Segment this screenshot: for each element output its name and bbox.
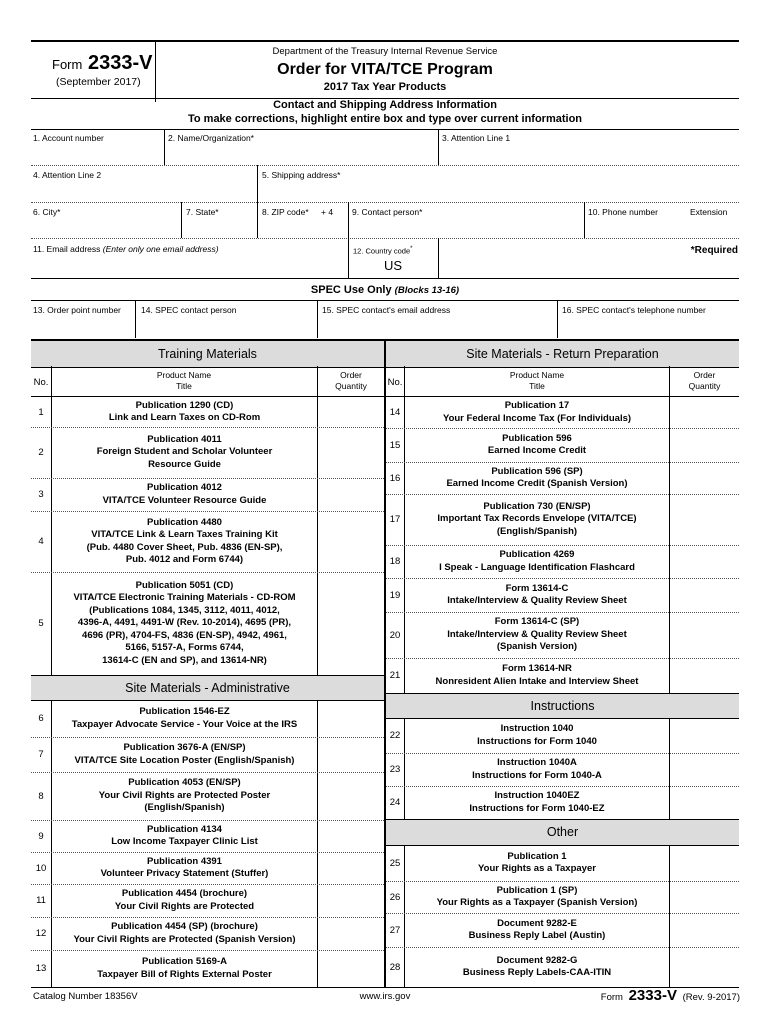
item-number: 16 — [389, 472, 401, 484]
country-code-star: * — [410, 245, 413, 252]
order-quantity-input[interactable] — [670, 397, 739, 428]
item-title: Publication 1290 (CD) Link and Learn Taxes on CD-Rom — [108, 399, 261, 423]
col-order: Order — [340, 370, 362, 380]
section-site-return-preparation: Site Materials - Return Preparation — [386, 340, 739, 368]
col-line — [51, 366, 52, 675]
contact-person-field[interactable]: 9. Contact person* — [352, 207, 423, 217]
order-quantity-input[interactable] — [670, 947, 739, 987]
rule — [31, 165, 739, 166]
item-title: Publication 4269 I Speak - Language Identification Flashcard — [439, 549, 635, 573]
item-title: Publication 1 (SP) Your Rights as a Taxpayer (Spanish Version) — [436, 884, 638, 908]
col-product-left — [52, 370, 316, 392]
section-other: Other — [386, 819, 739, 846]
item-number: 18 — [389, 556, 401, 567]
item-number: 19 — [389, 589, 401, 601]
divider — [257, 165, 258, 202]
rule — [31, 238, 739, 239]
col-title: Title — [176, 381, 192, 391]
page-subtitle: 2017 Tax Year Products — [323, 81, 447, 93]
item-number: 14 — [389, 407, 401, 418]
zip-code-field[interactable]: 8. ZIP code* — [262, 207, 309, 217]
order-quantity-input[interactable] — [318, 852, 384, 884]
col-product-name: Product Name — [509, 370, 565, 380]
order-quantity-input[interactable] — [670, 612, 739, 658]
footer-rev: (Rev. 9-2017) — [682, 992, 740, 1003]
form-word: Form — [52, 57, 83, 72]
order-quantity-input[interactable] — [318, 772, 384, 820]
col-line — [404, 718, 405, 819]
divider — [348, 238, 349, 278]
order-quantity-input[interactable] — [318, 917, 384, 950]
item-number: 4 — [38, 536, 44, 547]
name-organization-field[interactable]: 2. Name/Organization* — [168, 133, 254, 143]
item-title: Publication 5051 (CD) VITA/TCE Electronic Training Materials - CD-ROM (Publications 1084, 1345, 3112, 4011, 4012, 4396-A, 4491, 4491-W (Rev. 10-2014), 4695 (PR), 4696 (PR), 4704-FS, 4836 (EN-SP), 4942, 4961, 5166, 5157-A, Forms 6744, 13614-C (EN and SP), and 13614-NR) — [73, 579, 296, 666]
order-quantity-input[interactable] — [670, 462, 739, 494]
item-number: 22 — [389, 730, 401, 741]
item-title: Publication 596 Earned Income Credit — [487, 432, 587, 456]
item-title: Instruction 1040 Instructions for Form 1040 — [477, 723, 597, 747]
city-field[interactable]: 6. City* — [33, 207, 61, 217]
item-title: Publication 4012 VITA/TCE Volunteer Resource Guide — [102, 482, 267, 506]
order-quantity-input[interactable] — [670, 494, 739, 545]
divider — [257, 202, 258, 238]
section-training-materials: Training Materials — [31, 340, 384, 368]
col-quantity: Quantity — [688, 381, 721, 391]
item-number: 1 — [38, 406, 44, 418]
order-quantity-input[interactable] — [670, 913, 739, 947]
section-instructions: Instructions — [386, 693, 739, 719]
order-quantity-input[interactable] — [670, 881, 739, 913]
item-title: Instruction 1040EZ Instructions for Form 1040-EZ — [469, 790, 605, 814]
form-number: 2333-V — [87, 52, 153, 74]
item-number: 12 — [35, 928, 47, 939]
order-quantity-input[interactable] — [670, 428, 739, 462]
spec-title-note: (Blocks 13-16) — [394, 285, 460, 296]
col-title: Title — [529, 381, 545, 391]
spec-contact-phone-field[interactable]: 16. SPEC contact's telephone number — [562, 305, 706, 315]
order-quantity-input[interactable] — [670, 545, 739, 578]
col-order-left — [318, 370, 384, 392]
footer-form-number: 2333-V — [628, 987, 677, 1004]
col-line — [404, 366, 405, 693]
contact-instruction: To make corrections, highlight entire box and type over current information — [187, 113, 583, 125]
order-quantity-input[interactable] — [670, 845, 739, 881]
col-product-name: Product Name — [156, 370, 212, 380]
rule — [31, 300, 739, 301]
order-quantity-input[interactable] — [318, 884, 384, 917]
divider — [584, 202, 585, 238]
item-number: 5 — [38, 618, 44, 629]
zip-plus4-field[interactable]: + 4 — [321, 207, 334, 217]
item-title: Publication 596 (SP) Earned Income Credit (Spanish Version) — [446, 465, 628, 489]
required-note: *Required — [690, 245, 738, 256]
email-field[interactable] — [33, 244, 219, 254]
spec-title — [31, 284, 739, 296]
item-title: Publication 3676-A (EN/SP) VITA/TCE Site Location Poster (English/Spanish) — [74, 742, 295, 766]
order-quantity-input[interactable] — [670, 718, 739, 753]
rule — [31, 202, 739, 203]
item-title: Form 13614-C (SP) Intake/Interview & Quality Review Sheet (Spanish Version) — [447, 616, 627, 653]
section-site-administrative: Site Materials - Administrative — [31, 675, 384, 701]
item-title: Publication 4454 (brochure) Your Civil Rights are Protected — [114, 888, 255, 912]
item-title: Publication 4454 (SP) (brochure) Your Civil Rights are Protected (Spanish Version) — [73, 921, 296, 945]
col-no-right: No. — [387, 376, 403, 388]
item-title: Document 9282-G Business Reply Labels-CAA-ITIN — [462, 954, 612, 978]
item-number: 17 — [389, 514, 401, 525]
order-quantity-input[interactable] — [670, 786, 739, 819]
item-title: Publication 4011 Foreign Student and Scholar Volunteer Resource Guide — [96, 433, 273, 470]
col-order-right — [670, 370, 739, 392]
item-title: Form 13614-C Intake/Interview & Quality Review Sheet — [447, 582, 627, 606]
rule — [31, 278, 739, 279]
order-quantity-input[interactable] — [670, 753, 739, 786]
item-title: Publication 4053 (EN/SP) Your Civil Rights are Protected Poster (English/Spanish) — [98, 777, 271, 814]
country-code-value[interactable]: US — [384, 258, 403, 273]
divider — [557, 300, 558, 338]
item-number: 3 — [38, 489, 44, 500]
order-quantity-input[interactable] — [318, 427, 384, 478]
country-code-field[interactable] — [353, 245, 413, 256]
item-number: 20 — [389, 629, 401, 641]
item-title: Publication 4391 Volunteer Privacy Statement (Stuffer) — [100, 855, 269, 879]
divider — [438, 238, 439, 278]
item-title: Form 13614-NR Nonresident Alien Intake and Interview Sheet — [435, 663, 639, 687]
col-quantity: Quantity — [335, 381, 367, 391]
item-number: 6 — [38, 713, 44, 724]
divider — [181, 202, 182, 238]
item-number: 24 — [389, 797, 401, 808]
divider — [348, 202, 349, 238]
item-title: Publication 4480 VITA/TCE Link & Learn Taxes Training Kit (Pub. 4480 Cover Sheet, Pub. 4836 (EN-SP), Pub. 4012 and Form 6744) — [86, 516, 283, 565]
item-number: 10 — [35, 862, 47, 874]
divider — [317, 300, 318, 338]
spec-contact-email-field[interactable]: 15. SPEC contact's email address — [322, 305, 451, 315]
order-quantity-input[interactable] — [318, 820, 384, 852]
item-number: 13 — [35, 963, 47, 974]
item-number: 26 — [389, 891, 401, 903]
item-number: 7 — [38, 749, 44, 760]
extension-field[interactable]: Extension — [690, 207, 728, 217]
spec-contact-person-field[interactable]: 14. SPEC contact person — [141, 305, 237, 315]
shipping-address-field[interactable]: 5. Shipping address* — [262, 170, 341, 180]
page-title: Order for VITA/TCE Program — [277, 61, 493, 78]
item-number: 15 — [389, 439, 401, 451]
website-link[interactable]: www.irs.gov — [359, 991, 411, 1002]
item-number: 8 — [38, 790, 44, 802]
divider — [438, 129, 439, 165]
item-title: Document 9282-E Business Reply Label (Austin) — [468, 917, 606, 941]
order-point-number-field[interactable]: 13. Order point number — [33, 305, 121, 315]
catalog-number: Catalog Number 18356V — [33, 991, 138, 1002]
item-number: 23 — [389, 764, 401, 775]
footer-form-word: Form — [600, 992, 623, 1003]
col-product-right — [405, 370, 669, 392]
order-quantity-input[interactable] — [670, 578, 739, 612]
col-line — [404, 845, 405, 987]
order-quantity-input[interactable] — [318, 950, 384, 987]
item-title: Publication 1 Your Rights as a Taxpayer — [478, 850, 596, 874]
item-title: Publication 5169-A Taxpayer Bill of Rights External Poster — [97, 956, 272, 980]
item-title: Publication 17 Your Federal Income Tax (For Individuals) — [442, 400, 632, 424]
item-title: Publication 1546-EZ Taxpayer Advocate Service - Your Voice at the IRS — [71, 706, 298, 730]
department: Department of the Treasury Internal Revenue Service — [272, 46, 498, 57]
item-title: Publication 4134 Low Income Taxpayer Clinic List — [111, 823, 258, 847]
order-quantity-input[interactable] — [318, 737, 384, 772]
order-quantity-input[interactable] — [318, 572, 384, 675]
email-note: (Enter only one email address) — [102, 244, 219, 254]
item-number: 27 — [389, 924, 401, 936]
top-rule — [31, 40, 739, 42]
order-quantity-input[interactable] — [318, 478, 384, 511]
col-no-left: No. — [33, 376, 49, 388]
form-date: (September 2017) — [56, 76, 141, 88]
item-number: 9 — [38, 830, 44, 842]
item-number: 21 — [389, 670, 401, 681]
order-quantity-input[interactable] — [318, 700, 384, 737]
item-number: 25 — [389, 857, 401, 869]
col-line — [51, 700, 52, 987]
attention-line-2-field[interactable]: 4. Attention Line 2 — [33, 170, 102, 180]
divider — [135, 300, 136, 338]
country-code-label: 12. Country code — [353, 246, 411, 256]
attention-line-1-field[interactable]: 3. Attention Line 1 — [442, 133, 511, 143]
divider — [164, 129, 165, 165]
item-number: 11 — [36, 895, 46, 906]
rule — [31, 129, 739, 130]
item-number: 28 — [389, 961, 401, 973]
item-title: Publication 730 (EN/SP) Important Tax Records Envelope (VITA/TCE) (English/Spanish) — [437, 500, 637, 537]
item-title: Instruction 1040A Instructions for Form 1040-A — [472, 757, 602, 781]
email-label: 11. Email address — [33, 244, 101, 254]
spec-title-text: SPEC Use Only — [310, 284, 392, 296]
col-order: Order — [693, 370, 716, 380]
order-quantity-input[interactable] — [318, 397, 384, 427]
order-quantity-input[interactable] — [318, 511, 384, 572]
contact-heading: Contact and Shipping Address Information — [273, 99, 497, 111]
phone-number-field[interactable]: 10. Phone number — [588, 207, 658, 217]
footer-form-id — [560, 987, 740, 1004]
form-label — [52, 52, 152, 75]
item-number: 2 — [38, 447, 44, 458]
order-quantity-input[interactable] — [670, 658, 739, 693]
state-field[interactable]: 7. State* — [186, 207, 219, 217]
account-number-field[interactable]: 1. Account number — [33, 133, 104, 143]
